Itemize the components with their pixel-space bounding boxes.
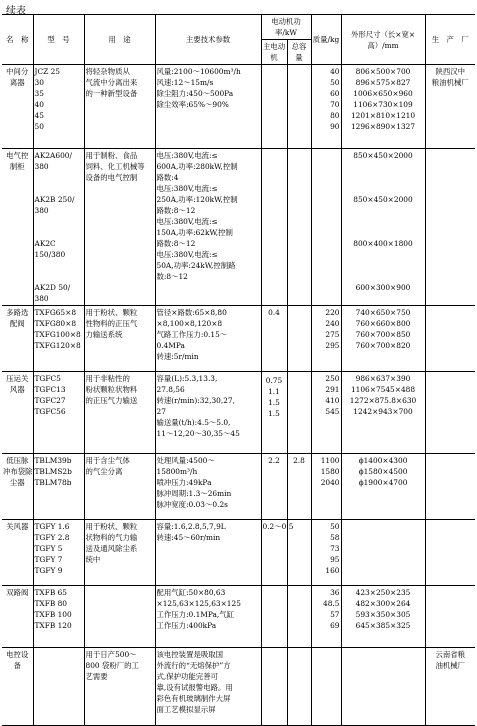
cell-params [155, 149, 261, 306]
cell-power-main [261, 149, 287, 306]
cell-line: 风速:12～15m/s [156, 78, 214, 87]
cell-line: 850×450×2000 [353, 151, 413, 160]
cell-line: 60 [330, 89, 340, 98]
cell-mass [311, 65, 341, 149]
cell-mass [311, 648, 341, 726]
cell-line [35, 172, 83, 183]
cell-line: 600×300×900 [355, 283, 411, 292]
cell-line: 45 [34, 111, 44, 120]
cell-line: 150A,功率:62kW,控制 [156, 228, 233, 237]
cell-line: 数:8～12 [156, 272, 188, 281]
cell-line: 电气控 [6, 151, 29, 160]
cell-params [155, 520, 261, 586]
cell-line [343, 183, 424, 194]
cell-line: 1.5 [268, 398, 280, 407]
cell-line: 外流行的“无熔保护”方 [156, 661, 231, 670]
cell-line: 路数:4 [156, 173, 179, 182]
cell-power-main [261, 586, 287, 648]
cell-line: TXFB 100 [34, 610, 72, 619]
cell-line: JCZ 25 [34, 67, 61, 76]
cell-model [33, 372, 84, 454]
cell-dims [341, 520, 425, 586]
cell-line: 用于粉状、颗粒 [85, 522, 138, 531]
cell-use [84, 372, 155, 454]
cell-line [343, 227, 424, 238]
cell-line: 脉冲周期:1.3～26min [156, 489, 232, 498]
cell-line: TGFY 1.6 [34, 522, 70, 531]
cell-line: 58 [330, 533, 340, 542]
cell-line: AK2C [34, 239, 56, 248]
cell-mass [311, 586, 341, 648]
cell-line: 57 [330, 610, 340, 619]
cell-line: 295 [325, 341, 340, 350]
cell-line: 800×400×1800 [353, 239, 413, 248]
cell-model [33, 65, 84, 149]
cell-line [343, 216, 424, 227]
cell-line: 用于制粉、食品 [85, 151, 138, 160]
cell-line: 式,保护功能完善可 [156, 672, 218, 681]
cell-model [33, 520, 84, 586]
cell-line: 800 袋粉厂的工 [85, 661, 139, 670]
cell-power-main [261, 306, 287, 372]
cell-line: 30 [34, 78, 44, 87]
cell-line: 容量:1.6,2.8,5,7,9L [156, 522, 226, 531]
cell-line: 处理风量:4500～ [156, 456, 215, 465]
cell-line: TXFG120×8 [34, 341, 81, 350]
cell-line: 380 [34, 206, 49, 215]
cell-maker [425, 454, 475, 520]
cell-line: 气流中分离出来 [85, 78, 138, 87]
cell-line: 转速:5r/min [156, 352, 199, 361]
cell-line: TGFC27 [34, 396, 66, 405]
cell-line: 靠,设有试报警电路。用 [156, 683, 233, 692]
cell-dims [341, 586, 425, 648]
cell-line: 1106×730×109 [353, 100, 413, 109]
cell-line: 除尘效率:65%～90% [156, 100, 229, 109]
cell-line: 粉状颗粒状物料 [85, 385, 138, 394]
cell-params [155, 454, 261, 520]
cell-line: 95 [330, 555, 340, 564]
cell-line: 离器 [9, 78, 25, 87]
cell-maker [425, 586, 475, 648]
cell-line [343, 260, 424, 271]
cell-line: 250 [325, 374, 340, 383]
cell-power-total [287, 586, 311, 648]
cell-line: 的一种新型设备 [85, 89, 138, 98]
cell-line: 低压脉 [6, 456, 29, 465]
cell-line: TXFG80×8 [34, 319, 77, 328]
cell-line: 2.2 [268, 456, 280, 465]
cell-line: TGFC56 [34, 407, 66, 416]
cell-name [2, 454, 33, 520]
cell-line: 路数:8～12 [156, 206, 196, 215]
cell-line: TXFG65×8 [34, 308, 77, 317]
cell-maker [425, 306, 475, 372]
cell-line: 740×650×750 [355, 308, 411, 317]
header-name: 名 称 [2, 15, 33, 65]
cell-line: 986×637×390 [355, 374, 411, 383]
header-maker: 生 产 厂 [425, 15, 475, 65]
cell-line: 制柜 [9, 162, 25, 171]
cell-line: TGFC13 [34, 385, 66, 394]
header-mass: 质量/kg [311, 15, 341, 65]
cell-line: 工作压力:400kPa [156, 621, 217, 630]
cell-power-main [261, 454, 287, 520]
cell-line: 饲料、化工机械等 [85, 162, 145, 171]
cell-line: 0.4 [268, 308, 280, 317]
cell-line [343, 205, 424, 216]
cell-power-total [287, 648, 311, 726]
cell-line: 1580 [320, 467, 340, 476]
cell-line: 的气尘分离 [85, 467, 123, 476]
cell-line: ϕ1900×4700 [358, 478, 408, 487]
cell-power-total [287, 149, 311, 306]
table-row [2, 306, 475, 372]
cell-line: 的正压气力输送 [85, 396, 138, 405]
cell-line: 容量(L):5.3,13.3, [156, 374, 218, 383]
cell-line: 15800m³/h [156, 467, 198, 476]
cell-name [2, 65, 33, 149]
cell-line: 11～12,20～30,35～45 [156, 429, 240, 438]
cell-power-main [261, 520, 294, 586]
cell-line: 风器 [9, 385, 25, 394]
cell-dims [341, 454, 425, 520]
cell-line: TXFB 80 [34, 599, 68, 608]
cell-line: 尘器 [9, 478, 25, 487]
cell-line: 1296×890×1327 [350, 122, 416, 131]
cell-line: 电压:380V,电流:≤ [156, 151, 218, 160]
cell-params [155, 65, 261, 149]
cell-line: 1242×943×700 [353, 407, 413, 416]
cell-line: TGFY 2.8 [34, 533, 70, 542]
cell-use [84, 520, 155, 586]
cell-power-total [287, 454, 311, 520]
cell-line: ×125,63×125,63×125 [156, 599, 241, 608]
cell-line [343, 161, 424, 172]
cell-line: 482×300×264 [355, 599, 411, 608]
cell-line [343, 172, 424, 183]
cell-model [33, 454, 84, 520]
cell-maker [425, 149, 475, 306]
cell-line: 275 [325, 330, 340, 339]
cell-line: TGFC5 [34, 374, 61, 383]
cell-line: 40 [34, 100, 44, 109]
cell-line: 粮油机械厂 [431, 78, 469, 87]
cell-line: 除尘阻力:450～500Pa [156, 89, 234, 98]
cell-name [2, 586, 33, 648]
cell-line: 电压:380V,电流:≤ [156, 250, 218, 259]
cell-line: 48.5 [323, 599, 340, 608]
cell-line: TGFY 9 [34, 566, 63, 575]
cell-line: 291 [325, 385, 340, 394]
cell-line: 380 [34, 294, 49, 303]
table-row [2, 520, 475, 586]
cell-line: 脉冲宽度:0.03～0.2s [156, 500, 228, 509]
cell-line: 油机械厂 [435, 661, 466, 670]
cell-line: 电压:380V,电流:≤ [156, 184, 218, 193]
cell-model [33, 149, 84, 306]
cell-line: 备 [13, 661, 21, 670]
cell-mass [311, 372, 341, 454]
cell-use [84, 149, 155, 306]
table-row [2, 149, 475, 306]
cell-name [2, 306, 33, 372]
cell-line: 性物料的正压气 [85, 319, 138, 328]
table-row [2, 454, 475, 520]
cell-line: 彩色有机玻璃制作大屏 [156, 694, 231, 703]
cell-line: 送及通风除尘系 [85, 544, 138, 553]
header-power-total: 总容量 [287, 40, 311, 65]
cell-line: 输送量(t/h):4.5～5.0, [156, 418, 231, 427]
cell-maker [425, 520, 475, 586]
cell-line: 配用气缸:50×80,63 [156, 588, 226, 597]
cell-line: TGFY 7 [34, 555, 63, 564]
cell-power-total [287, 372, 311, 454]
cell-use [84, 65, 155, 149]
cell-line: 关风器 [6, 522, 29, 531]
cell-line [343, 249, 424, 260]
cell-line: 423×250×235 [355, 588, 411, 597]
cell-line: 风量:2100～10600m³/h [156, 67, 241, 76]
cell-use [84, 586, 155, 648]
cell-maker [425, 648, 475, 726]
cell-line: 50 [34, 122, 44, 131]
cell-power-main [261, 648, 287, 726]
cell-line: 云南省粮 [435, 650, 466, 659]
cell-dims [341, 149, 425, 306]
cell-line: 0.4MPa [156, 341, 185, 350]
cell-line: TBLM39b [34, 456, 72, 465]
cell-power-main [261, 65, 287, 149]
cell-line: 593×350×305 [355, 610, 411, 619]
cell-line: 转速(r/min):32,30,27, [156, 396, 235, 405]
continued-table-label: 续表 [6, 6, 26, 17]
cell-line: 40 [330, 67, 340, 76]
cell-line: 410 [325, 396, 340, 405]
cell-line: 统中 [85, 555, 101, 564]
header-dims: 外形尺寸（长×宽×高）/mm [341, 15, 425, 65]
cell-line: 2.8 [293, 456, 305, 465]
cell-name [2, 648, 33, 726]
cell-line: 27 [156, 407, 166, 416]
cell-line: 1006×650×960 [353, 89, 413, 98]
cell-model [33, 586, 84, 648]
cell-dims [341, 65, 425, 149]
cell-line: 0.2～0.5 [262, 522, 294, 531]
cell-line: 2040 [320, 478, 340, 487]
cell-line: 70 [330, 100, 340, 109]
cell-mass [311, 520, 341, 586]
cell-line: 路数:8～12 [156, 239, 196, 248]
cell-line: 中间分 [6, 67, 29, 76]
cell-line: 冲布袋除 [3, 467, 33, 476]
cell-mass [311, 454, 341, 520]
cell-line: 160 [325, 566, 340, 575]
cell-line: 艺需要 [85, 672, 108, 681]
cell-line: 该电控装置是吸取国 [156, 650, 224, 659]
cell-line: 73 [330, 544, 340, 553]
cell-line: 760×700×850 [355, 330, 411, 339]
cell-line: 用于粉状、颗粒 [85, 308, 138, 317]
cell-line: 69 [330, 621, 340, 630]
header-power: 电动机功率/kW [261, 15, 311, 40]
cell-line: 管径×路数:65×8,80 [156, 308, 227, 317]
cell-line: 1100 [320, 456, 340, 465]
cell-line: 设备的电气控制 [85, 173, 138, 182]
cell-line: 380 [34, 162, 49, 171]
cell-line: TXFG100×8 [34, 330, 81, 339]
cell-line: ×8,100×8,120×8 [156, 319, 223, 328]
cell-params [155, 372, 261, 454]
cell-line: AK2A600/ [34, 151, 72, 160]
cell-maker [425, 65, 475, 149]
header-params: 主要技术参数 [155, 15, 261, 65]
cell-line: 工作压力:0.1MPa,气缸 [156, 610, 235, 619]
cell-power-main [261, 372, 287, 454]
table-row [2, 648, 475, 726]
cell-use [84, 306, 155, 372]
cell-line: 760×700×820 [355, 341, 411, 350]
cell-line: 力输送系统 [85, 330, 123, 339]
cell-use [84, 648, 155, 726]
cell-line: 0.75 [265, 376, 283, 385]
cell-line: 806×500×700 [355, 67, 411, 76]
cell-name [2, 149, 33, 306]
cell-line: 压运关 [6, 374, 29, 383]
table-row [2, 372, 475, 454]
cell-line: 50 [330, 522, 340, 531]
cell-name [2, 372, 33, 454]
cell-line: 600A,功率:280kW,控制 [156, 162, 238, 171]
cell-line: 将轻杂物质从 [85, 67, 130, 76]
cell-line: 1.5 [268, 409, 280, 418]
cell-name [2, 520, 33, 586]
cell-dims [341, 372, 425, 454]
cell-line: TXFB 120 [34, 621, 72, 630]
header-model: 型 号 [33, 15, 84, 65]
cell-model [33, 648, 84, 726]
cell-line [35, 227, 83, 238]
table-row [2, 586, 475, 648]
cell-line: 27.8,56 [156, 385, 185, 394]
cell-line: 545 [325, 407, 340, 416]
cell-line: 状物料的气力输 [85, 533, 138, 542]
cell-line: 50A,功率:24kW,控制路 [156, 261, 236, 270]
cell-line: 1.1 [268, 387, 280, 396]
cell-line: AK2D 50/ [34, 283, 71, 292]
cell-params [155, 586, 261, 648]
cell-use [84, 454, 155, 520]
cell-line: TXFB 65 [34, 588, 68, 597]
cell-line: 电压:380V,电流:≤ [156, 217, 218, 226]
cell-line: 喷冲压力:49kPa [156, 478, 212, 487]
cell-line: 35 [34, 89, 44, 98]
cell-line [35, 271, 83, 282]
cell-line: 转速:45～60r/min [156, 533, 221, 542]
header-use: 用 途 [84, 15, 155, 65]
cell-line: 645×385×325 [355, 621, 411, 630]
cell-line: 850×450×2000 [353, 195, 413, 204]
cell-line: ϕ1400×4300 [358, 456, 408, 465]
cell-line: 陕西汉中 [435, 67, 466, 76]
cell-dims [341, 648, 425, 726]
cell-line: AK2B 250/ [34, 195, 75, 204]
cell-line: 1272×875.8×630 [349, 396, 417, 405]
cell-line [35, 216, 83, 227]
cell-line [35, 183, 83, 194]
cell-dims [341, 306, 425, 372]
cell-line: 电控设 [6, 650, 29, 659]
cell-line: 配阀 [9, 319, 25, 328]
cell-line: 250A,功率:120kW,控制 [156, 195, 238, 204]
cell-line: 气路工作压力:0.15～ [156, 330, 228, 339]
cell-line: 896×575×827 [355, 78, 411, 87]
cell-power-total [287, 65, 311, 149]
cell-line: 90 [330, 122, 340, 131]
cell-line: 220 [325, 308, 340, 317]
cell-line: ϕ1580×4500 [358, 467, 408, 476]
cell-line: 多路选 [6, 308, 29, 317]
cell-line: 150/380 [34, 250, 66, 259]
cell-line: 80 [330, 111, 340, 120]
cell-line: 1106×7545×488 [350, 385, 416, 394]
cell-line: 240 [325, 319, 340, 328]
cell-line: 面工艺模拟显示屏 [156, 705, 216, 714]
cell-mass [311, 306, 341, 372]
cell-line: 双路阀 [6, 588, 29, 597]
cell-line [343, 271, 424, 282]
table-row [2, 65, 475, 149]
cell-params [155, 648, 261, 726]
header-power-main: 主电动机 [261, 40, 287, 65]
cell-line: 1201×810×1210 [350, 111, 416, 120]
cell-line: 用于非粘性的 [85, 374, 130, 383]
cell-maker [425, 372, 475, 454]
cell-line: 用于含尘气体 [85, 456, 130, 465]
cell-power-total [287, 306, 311, 372]
cell-model [33, 306, 84, 372]
cell-line: 用于日产500～ [85, 650, 137, 659]
cell-line: 50 [330, 78, 340, 87]
equipment-table [2, 14, 475, 726]
cell-params [155, 306, 261, 372]
cell-line [35, 260, 83, 271]
cell-line: TGFY 5 [34, 544, 63, 553]
cell-line: TBLM78b [34, 478, 72, 487]
cell-mass [311, 149, 341, 306]
cell-line: 36 [330, 588, 340, 597]
cell-line: 760×660×800 [355, 319, 411, 328]
cell-line: TBLMS2b [34, 467, 72, 476]
